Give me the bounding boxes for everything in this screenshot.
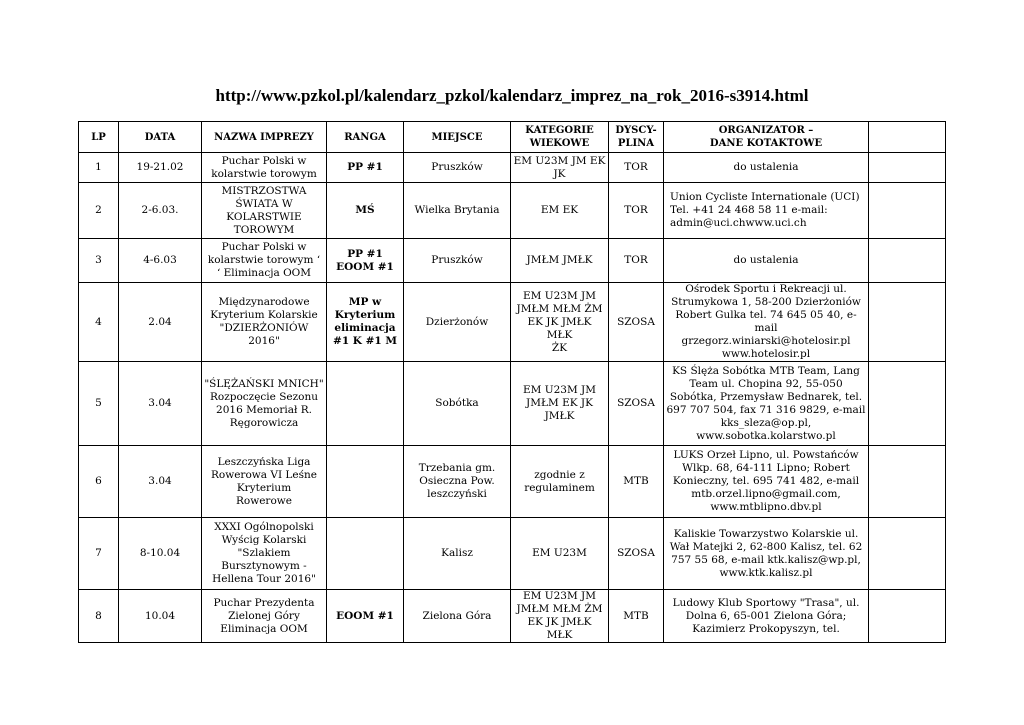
cell-nazwa: Międzynarodowe Kryterium Kolarskie "DZIERŻONIÓW 2016" — [202, 283, 327, 362]
cell-kategorie: JMŁM JMŁK — [511, 239, 609, 283]
cell-lp: 5 — [79, 362, 119, 446]
cell-nazwa: "ŚLĘŻAŃSKI MNICH" Rozpoczęcie Sezonu 2016 Memoriał R. Ręgorowicza — [202, 362, 327, 446]
cell-kategorie: zgodnie z regulaminem — [511, 446, 609, 518]
cell-ranga — [327, 446, 404, 518]
table-row — [79, 183, 946, 239]
events-table — [78, 121, 946, 643]
cell-miejsce: Dzierżonów — [404, 283, 511, 362]
cell-nazwa: Leszczyńska Liga Rowerowa VI Leśne Kryterium Rowerowe — [202, 446, 327, 518]
cell-nazwa: Puchar Prezydenta Zielonej Góry Eliminacja OOM — [202, 590, 327, 643]
cell-kategorie: EM U23M JM EK JK — [511, 153, 609, 183]
table-row — [79, 153, 946, 183]
cell-organizator: Kaliskie Towarzystwo Kolarskie ul. Wał Matejki 2, 62-800 Kalisz, tel. 62 757 55 68, e-mail ktk.kalisz@wp.pl, www.ktk.kalisz.pl — [664, 518, 869, 590]
cell-nazwa: MISTRZOSTWA ŚWIATA W KOLARSTWIE TOROWYM — [202, 183, 327, 239]
table-header-row — [79, 122, 946, 153]
cell-organizator: do ustalenia — [664, 153, 869, 183]
cell-data: 10.04 — [119, 590, 202, 643]
cell-extra — [869, 590, 946, 643]
cell-miejsce: Trzebania gm. Osieczna Pow. leszczyński — [404, 446, 511, 518]
cell-miejsce: Zielona Góra — [404, 590, 511, 643]
cell-nazwa: XXXI Ogólnopolski Wyścig Kolarski "Szlakiem Bursztynowym - Hellena Tour 2016" — [202, 518, 327, 590]
cell-data: 2.04 — [119, 283, 202, 362]
cell-lp: 2 — [79, 183, 119, 239]
table-row — [79, 446, 946, 518]
cell-extra — [869, 283, 946, 362]
header-miejsce: MIEJSCE — [404, 122, 511, 153]
cell-extra — [869, 518, 946, 590]
cell-data: 2-6.03. — [119, 183, 202, 239]
cell-lp: 4 — [79, 283, 119, 362]
table-row — [79, 362, 946, 446]
cell-organizator: do ustalenia — [664, 239, 869, 283]
cell-kategorie: EM U23M — [511, 518, 609, 590]
cell-miejsce: Pruszków — [404, 239, 511, 283]
table-row — [79, 590, 946, 643]
cell-miejsce: Sobótka — [404, 362, 511, 446]
page-url-heading: http://www.pzkol.pl/kalendarz_pzkol/kalendarz_imprez_na_rok_2016-s3914.html — [215, 86, 809, 105]
table-row — [79, 518, 946, 590]
header-nazwa: NAZWA IMPREZY — [202, 122, 327, 153]
cell-dyscyplina: MTB — [609, 590, 664, 643]
cell-dyscyplina: TOR — [609, 183, 664, 239]
cell-ranga: MŚ — [327, 183, 404, 239]
cell-miejsce: Wielka Brytania — [404, 183, 511, 239]
cell-lp: 3 — [79, 239, 119, 283]
cell-organizator: LUKS Orzeł Lipno, ul. Powstańców Wlkp. 68, 64-111 Lipno; Robert Konieczny, tel. 695 741 482, e-mail mtb.orzel.lipno@gmail.com, www.mtblipno.dbv.pl — [664, 446, 869, 518]
cell-ranga: PP #1 EOOM #1 — [327, 239, 404, 283]
header-extra — [869, 122, 946, 153]
cell-organizator: Ośrodek Sportu i Rekreacji ul. Strumykowa 1, 58-200 Dzierżoniów Robert Gulka tel. 74 645 05 40, e-mail grzegorz.winiarski@hotelosir.pl www.hotelosir.pl — [664, 283, 869, 362]
header-dyscyplina: DYSCY- PLINA — [609, 122, 664, 153]
cell-dyscyplina: SZOSA — [609, 362, 664, 446]
cell-lp: 6 — [79, 446, 119, 518]
cell-dyscyplina: SZOSA — [609, 283, 664, 362]
cell-ranga — [327, 518, 404, 590]
cell-lp: 8 — [79, 590, 119, 643]
cell-data: 8-10.04 — [119, 518, 202, 590]
cell-lp: 7 — [79, 518, 119, 590]
cell-data: 19-21.02 — [119, 153, 202, 183]
cell-data: 3.04 — [119, 446, 202, 518]
cell-extra — [869, 239, 946, 283]
cell-miejsce: Kalisz — [404, 518, 511, 590]
cell-extra — [869, 153, 946, 183]
cell-dyscyplina: MTB — [609, 446, 664, 518]
cell-ranga — [327, 362, 404, 446]
cell-kategorie: EM U23M JM JMŁM EK JK JMŁK — [511, 362, 609, 446]
header-lp: LP — [79, 122, 119, 153]
header-ranga: RANGA — [327, 122, 404, 153]
cell-data: 4-6.03 — [119, 239, 202, 283]
cell-dyscyplina: TOR — [609, 153, 664, 183]
cell-kategorie: EM EK — [511, 183, 609, 239]
header-organizator: ORGANIZATOR – DANE KOTAKTOWE — [664, 122, 869, 153]
cell-dyscyplina: SZOSA — [609, 518, 664, 590]
header-kategorie: KATEGORIE WIEKOWE — [511, 122, 609, 153]
cell-organizator: KS Ślęża Sobótka MTB Team, Lang Team ul. Chopina 92, 55-050 Sobótka, Przemysław Bednarek, tel. 697 707 504, fax 71 316 9829, e-mail kks_sleza@op.pl, www.sobotka.kolarstwo.pl — [664, 362, 869, 446]
table-row — [79, 283, 946, 362]
cell-extra — [869, 446, 946, 518]
cell-ranga: MP w Kryterium eliminacja #1 K #1 M — [327, 283, 404, 362]
cell-dyscyplina: TOR — [609, 239, 664, 283]
cell-data: 3.04 — [119, 362, 202, 446]
cell-nazwa: Puchar Polski w kolarstwie torowym ‘ ‘ Eliminacja OOM — [202, 239, 327, 283]
cell-nazwa: Puchar Polski w kolarstwie torowym — [202, 153, 327, 183]
cell-ranga: EOOM #1 — [327, 590, 404, 643]
cell-kategorie: EM U23M JM JMŁM MŁM ŻM EK JK JMŁK MŁK — [511, 590, 609, 643]
cell-extra — [869, 362, 946, 446]
cell-extra — [869, 183, 946, 239]
cell-miejsce: Pruszków — [404, 153, 511, 183]
cell-lp: 1 — [79, 153, 119, 183]
table-row — [79, 239, 946, 283]
cell-organizator: Ludowy Klub Sportowy "Trasa", ul. Dolna 6, 65-001 Zielona Góra; Kazimierz Prokopyszyn, tel. — [664, 590, 869, 643]
cell-ranga: PP #1 — [327, 153, 404, 183]
header-data: DATA — [119, 122, 202, 153]
cell-organizator: Union Cycliste Internationale (UCI) Tel. +41 24 468 58 11 e-mail: admin@uci.chwww.uci.ch — [664, 183, 869, 239]
cell-kategorie: EM U23M JM JMŁM MŁM ŻM EK JK JMŁK MŁK ŻK — [511, 283, 609, 362]
